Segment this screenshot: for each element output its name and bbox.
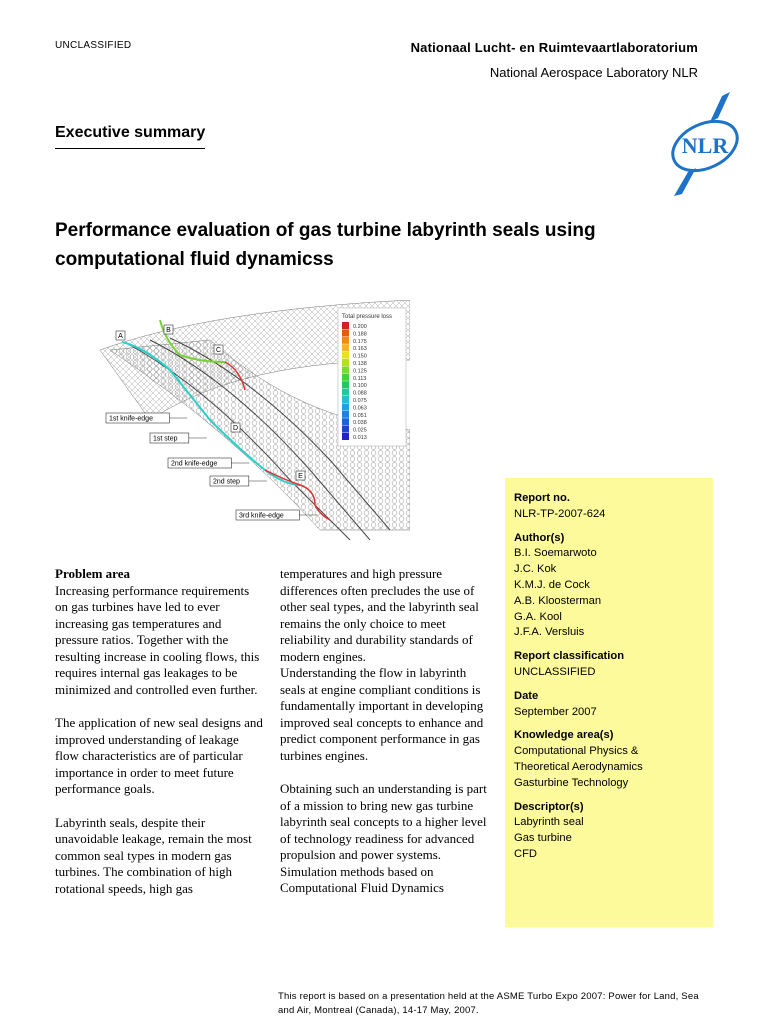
paragraph: Labyrinth seals, despite their unavoidable leakage, remain the most common seal types in modern gas turbines. The combination of high rotational speeds, high gas — [55, 814, 252, 896]
logo-text: NLR — [681, 133, 729, 158]
knowledge-area: Theoretical Aerodynamics — [514, 760, 643, 773]
legend-swatch — [342, 433, 349, 440]
descriptor: Gas turbine — [514, 832, 572, 845]
document-title — [55, 216, 695, 274]
point-label: A — [118, 333, 123, 340]
legend-swatch — [342, 418, 349, 425]
legend-swatch — [342, 322, 349, 329]
paragraph: Obtaining such an understanding is part of a mission to bring new gas turbine labyrinth seal concepts to a higher level of technology readiness for advanced propulsion and power systems. — [280, 781, 487, 862]
descriptor: Labyrinth seal — [514, 816, 584, 829]
legend-value: 0.163 — [353, 346, 367, 353]
paragraph: Simulation methods based on Computational Fluid Dynamics — [280, 863, 444, 895]
callout-label: 3rd knife-edge — [239, 512, 284, 520]
legend-swatch — [342, 381, 349, 388]
paragraph: The application of new seal designs and improved understanding of leakage flow characteristics are of particular importance in order to meet future performance goals. — [55, 715, 263, 796]
legend-value: 0.088 — [353, 390, 367, 397]
legend-value: 0.100 — [353, 383, 367, 390]
legend-swatch — [342, 426, 349, 433]
paragraph: Understanding the flow in labyrinth seals at engine compliant conditions is fundamentally important in developing improved seal concepts to enhance and predict component performance in gas turbines engines. — [280, 665, 484, 763]
legend-swatch — [342, 329, 349, 336]
legend-value: 0.113 — [353, 375, 367, 382]
pressure-loss-legend — [342, 322, 367, 441]
report-number-label: Report no. — [514, 492, 570, 504]
knowledge-area: Computational Physics & — [514, 745, 639, 758]
organization-name-dutch: Nationaal Lucht- en Ruimtevaartlaboratorium — [410, 40, 698, 55]
point-label: B — [166, 327, 171, 334]
classification-value: UNCLASSIFIED — [514, 665, 596, 678]
legend-swatch — [342, 374, 349, 381]
legend-swatch — [342, 389, 349, 396]
author: A.B. Kloosterman — [514, 594, 602, 607]
paragraph: Increasing performance requirements on gas turbines have led to ever increasing gas temperatures and pressure ratios. Together with the resulting increase in cooling flows, this requires internal gas leakages to be minimized and controlled even further. — [55, 582, 260, 697]
legend-value: 0.013 — [353, 435, 367, 441]
legend-value: 0.125 — [353, 368, 367, 375]
legend-value: 0.038 — [353, 420, 367, 427]
author: G.A. Kool — [514, 610, 562, 623]
legend-swatch — [342, 352, 349, 359]
report-info-box — [505, 478, 713, 927]
callout-label: 2nd knife-edge — [171, 460, 218, 468]
point-label: C — [215, 347, 222, 354]
body-column-2 — [280, 566, 492, 897]
legend-swatch — [342, 359, 349, 366]
date-value: September 2007 — [514, 705, 597, 718]
problem-area-heading: Problem area — [55, 566, 130, 581]
legend-value: 0.075 — [353, 398, 367, 404]
organization-name-english: National Aerospace Laboratory NLR — [489, 65, 698, 80]
body-column-1 — [55, 566, 265, 897]
callout-label: 1st knife-edge — [109, 415, 153, 423]
descriptors-label: Descriptor(s) — [514, 800, 584, 813]
legend-value: 0.138 — [353, 361, 367, 367]
callout-label: 2nd step — [213, 478, 240, 486]
section-title: Executive summary — [55, 124, 205, 149]
classification-label: Report classification — [514, 650, 625, 663]
legend-value: 0.051 — [353, 412, 367, 419]
paragraph: temperatures and high pressure differences often precludes the use of other seal types, and the labyrinth seal remains the only choice to meet reliability and durability standards of modern engines. — [280, 566, 479, 664]
legend-swatch — [342, 396, 349, 403]
legend-value: 0.025 — [353, 427, 367, 434]
callout-label: 1st step — [153, 435, 178, 443]
point-label: D — [232, 425, 239, 432]
legend-value: 0.188 — [353, 331, 367, 338]
date-label: Date — [514, 689, 539, 702]
author: J.C. Kok — [514, 563, 557, 576]
legend-value: 0.150 — [353, 353, 367, 360]
legend-swatch — [342, 403, 349, 410]
author: B.I. Soemarwoto — [514, 547, 597, 560]
author: K.M.J. de Cock — [514, 578, 590, 591]
point-label: E — [298, 473, 303, 480]
knowledge-areas-label: Knowledge area(s) — [514, 729, 614, 742]
knowledge-area: Gasturbine Technology — [514, 776, 629, 789]
legend-swatch — [342, 366, 349, 373]
report-number: NLR-TP-2007-624 — [514, 507, 606, 520]
author: J.F.A. Versluis — [514, 626, 585, 639]
title-line-1: Performance evaluation of gas turbine labyrinth seals using — [55, 220, 596, 241]
cfd-figure — [90, 300, 410, 540]
legend-value: 0.200 — [353, 324, 367, 330]
footnote: This report is based on a presentation held at the ASME Turbo Expo 2007: Power for Land, Sea and Air, Montreal (Canada), 14-17 May, 2007. — [278, 991, 699, 1016]
title-line-2: computational fluid dynamicss — [55, 249, 334, 270]
authors-label: Author(s) — [514, 531, 565, 544]
legend-value: 0.063 — [353, 405, 367, 412]
descriptor: CFD — [514, 847, 537, 860]
nlr-logo — [660, 88, 750, 198]
legend-swatch — [342, 344, 349, 351]
legend-value: 0.175 — [353, 338, 367, 345]
legend-swatch — [342, 337, 349, 344]
legend-title: Total pressure loss — [342, 314, 393, 320]
classification-marking: UNCLASSIFIED — [55, 40, 132, 51]
legend-swatch — [342, 411, 349, 418]
